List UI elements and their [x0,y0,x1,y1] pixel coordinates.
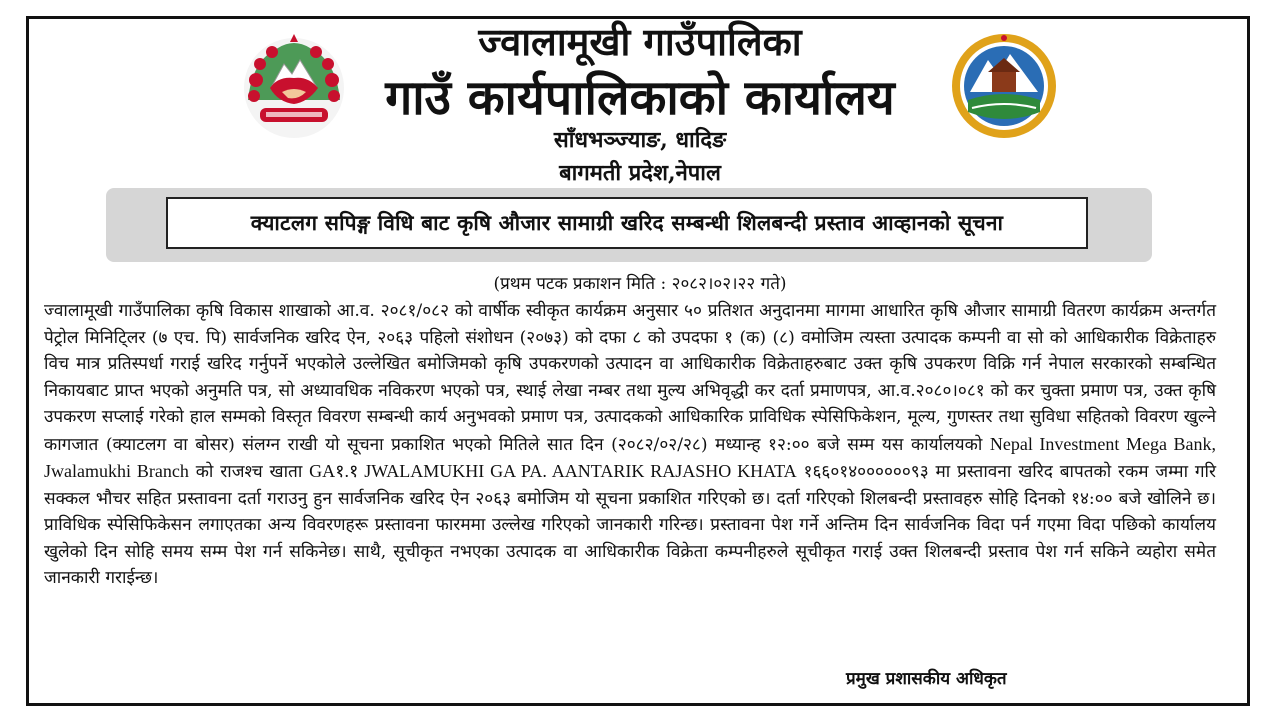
bank-name: Nepal Investment Mega Bank, Jwalamukhi Branch [44,433,1217,481]
notice-title: क्याटलग सपिङ्ग विधि बाट कृषि औजार सामाग्री खरिद सम्बन्धी शिलबन्दी प्रस्ताव आव्हानको सूचना [250,210,1004,235]
office-province: बागमती प्रदेश,नेपाल [559,160,721,186]
notice-body [44,298,1216,592]
body-part-2: को राजश्च खाता [195,462,303,482]
body-part-1: ज्वालामूखी गाउँपालिका कृषि विकास शाखाको आ.व. २०८१/०८२ को वार्षीक स्वीकृत कार्यक्रम अनुसार ५० प्रतिशत अनुदानमा मागमा आधारित कृषि औजार सामाग्री वितरण कार्यक्रम अन्तर्गत पेट्रोल मिनिटि्लर (७ एच. पि) सार्वजनिक खरिद ऐन, २०६३ पहिलो संशोधन (२०७३) को दफा ८ को उपदफा १ (क) (८) वमोजिम त्यस्ता उत्पादक कम्पनी वा सो को आधिकारीक विक्रेताहरु विच मात्र प्रतिस्पर्धा गराई खरिद गर्नुपर्ने भएकोले उल्लेखित बमोजिमको कृषि उपकरणको उत्पादन वा आधिकारीक विक्रेताहरुबाट उक्त कृषि उपकरण विक्रि गर्न नेपाल सरकारको सम्बन्धित निकायबाट प्राप्त भएको अनुमति पत्र, सो अध्यावधिक नविकरण भएको पत्र, स्थाई लेखा नम्बर तथा मुल्य अभिवृद्धी कर दर्ता प्रमाणपत्र, आ.व.२०८०।०८१ को कर चुक्ता प्रमाण पत्र, उक्त कृषि उपकरण सप्लाई गरेको हाल सम्मको विस्तृत विवरण सम्बन्धी कार्य अनुभवको प्रमाण पत्र, उत्पादकको आधिकारिक प्राविधिक स्पेसिफिकेशन, मूल्य, गुणस्तर तथा सुविधा सहितको विवरण खुल्ने कागजात (क्याटलग वा बोसर) संलग्न राखी यो सूचना प्रकाशित भएको मितिले सात दिन (२०८२/०२/२८) मध्यान्ह १२:०० बजे सम्म यस कार्यालयको [44,301,1216,455]
publication-date: (प्रथम पटक प्रकाशन मिति : २०८२।०२।२२ गते) [493,274,787,294]
municipality-name: ज्वालामूखी गाउँपालिका [478,19,802,64]
office-address: साँधभञ्ज्याङ, धादिङ [553,127,727,153]
notice-title-box [166,197,1088,249]
account-name: GA१.१ JWALAMUKHI GA PA. AANTARIK RAJASHO KHATA [309,461,797,481]
office-name: गाउँ कार्यपालिकाको कार्यालय [385,70,895,126]
body-part-3: १६६०१४००००००९३ मा प्रस्तावना खरिद बापतको रकम जम्मा गरि सक्कल भौचर सहित प्रस्तावना दर्ता गराउनु हुन सार्वजनिक खरिद ऐन २०६३ बमोजिम यो सूचना प्रकाशित गरिएको छ। दर्ता गरिएको शिलबन्दी प्रस्तावहरु सोहि दिनको १४:०० बजे खोलिने छ। प्राविधिक स्पेसिफिकेसन लगाएतका अन्य विवरणहरू प्रस्तावना फारममा उल्लेख गरिएको जानकारी गरिन्छ। प्रस्तावना पेश गर्ने अन्तिम दिन सार्वजनिक विदा पर्न गएमा विदा पछिको कार्यालय खुलेको दिन सोहि समय सम्म पेश गर्न सकिनेछ। साथै, सूचीकृत नभएका उत्पादक वा आधिकारीक विक्रेता कम्पनीहरुले सूचीकृत गराई उक्त शिलबन्दी प्रस्ताव पेश गर्न सकिने व्यहोरा समेत जानकारी गराईन्छ। [44,462,1217,588]
signature-title: प्रमुख प्रशासकीय अधिकृत [846,669,1007,689]
notice-title-banner [106,188,1152,262]
